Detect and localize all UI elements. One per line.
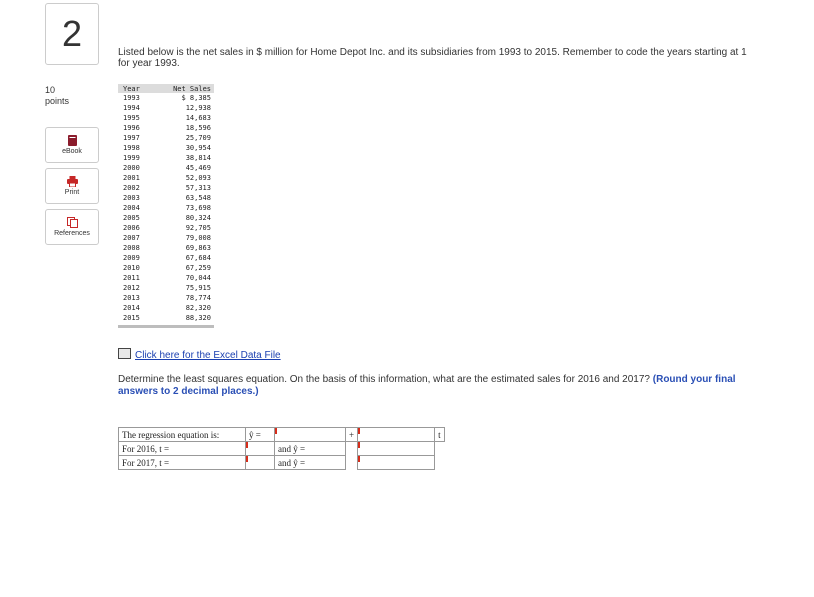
t-2017-label: For 2017, t = xyxy=(119,456,246,470)
table-row xyxy=(118,163,214,173)
table-row xyxy=(118,283,214,293)
table-row xyxy=(118,213,214,223)
slope-input[interactable] xyxy=(358,428,435,442)
table-row xyxy=(118,313,214,323)
net-sales-cell: 92,705 xyxy=(185,224,211,232)
table-row xyxy=(118,173,214,183)
points-box xyxy=(45,85,69,107)
table-row xyxy=(118,273,214,283)
year-cell: 2007 xyxy=(123,234,140,242)
table-row xyxy=(118,193,214,203)
table-row xyxy=(118,263,214,273)
table-row xyxy=(118,153,214,163)
ebook-label: eBook xyxy=(62,148,82,155)
sales-2017-input[interactable] xyxy=(358,456,435,470)
ebook-button[interactable] xyxy=(45,127,99,163)
year-cell: 2009 xyxy=(123,254,140,262)
plus-sign: + xyxy=(346,428,358,442)
printer-icon xyxy=(67,176,78,187)
net-sales-cell: 52,093 xyxy=(185,174,211,182)
year-cell: 1995 xyxy=(123,114,140,122)
net-sales-cell: 70,044 xyxy=(185,274,211,282)
table-row xyxy=(118,143,214,153)
net-sales-cell: 45,469 xyxy=(185,164,211,172)
net-sales-cell: 14,683 xyxy=(185,114,211,122)
table-row xyxy=(118,133,214,143)
net-sales-cell: 80,324 xyxy=(185,214,211,222)
net-sales-cell: 30,954 xyxy=(185,144,211,152)
table-row xyxy=(118,293,214,303)
answer-row-2017 xyxy=(119,456,445,470)
table-row xyxy=(118,223,214,233)
table-row xyxy=(118,103,214,113)
table-row xyxy=(118,113,214,123)
year-cell: 2013 xyxy=(123,294,140,302)
book-icon xyxy=(67,135,78,146)
table-row xyxy=(118,123,214,133)
table-row xyxy=(118,183,214,193)
table-row xyxy=(118,303,214,313)
year-cell: 2014 xyxy=(123,304,140,312)
year-cell: 2011 xyxy=(123,274,140,282)
question-body: Determine the least squares equation. On the basis of this information, what are the estimated sales for 2016 and 2017? xyxy=(118,374,650,385)
documents-icon xyxy=(67,217,78,228)
print-button[interactable] xyxy=(45,168,99,204)
excel-data-link[interactable] xyxy=(118,348,281,361)
rounding-hint: (Round your final answers to 2 decimal places.) xyxy=(118,374,736,397)
year-cell: 2003 xyxy=(123,194,140,202)
yhat-label: ŷ = xyxy=(246,428,275,442)
t-2016-label: For 2016, t = xyxy=(119,442,246,456)
regression-label: The regression equation is: xyxy=(119,428,246,442)
header-net-sales: Net Sales xyxy=(153,84,214,93)
table-row xyxy=(118,233,214,243)
answer-row-2016 xyxy=(119,442,445,456)
year-cell: 1999 xyxy=(123,154,140,162)
year-cell: 1993 xyxy=(123,94,140,102)
year-cell: 2006 xyxy=(123,224,140,232)
sales-2016-input[interactable] xyxy=(358,442,435,456)
print-label: Print xyxy=(64,189,80,196)
net-sales-cell: 69,863 xyxy=(185,244,211,252)
excel-link-text: Click here for the Excel Data File xyxy=(135,350,281,361)
answer-row-equation xyxy=(119,428,445,442)
year-cell: 1994 xyxy=(123,104,140,112)
net-sales-cell: 12,938 xyxy=(185,104,211,112)
year-cell: 2015 xyxy=(123,314,140,322)
net-sales-cell: 57,313 xyxy=(185,184,211,192)
t-2016-input[interactable] xyxy=(246,442,275,456)
question-text xyxy=(118,374,758,398)
spreadsheet-icon xyxy=(118,348,131,359)
points-value: 10 xyxy=(45,85,56,95)
and-yhat-2016: and ŷ = xyxy=(275,442,346,456)
net-sales-cell: 67,259 xyxy=(185,264,211,272)
table-row xyxy=(118,93,214,103)
net-sales-table xyxy=(118,84,214,328)
year-cell: 2002 xyxy=(123,184,140,192)
year-cell: 1996 xyxy=(123,124,140,132)
header-year: Year xyxy=(118,84,153,93)
question-number: 2 xyxy=(45,3,99,65)
year-cell: 1997 xyxy=(123,134,140,142)
answer-table xyxy=(118,427,445,470)
year-cell: 2012 xyxy=(123,284,140,292)
net-sales-cell: 73,698 xyxy=(185,204,211,212)
intercept-input[interactable] xyxy=(275,428,346,442)
net-sales-cell: 25,709 xyxy=(185,134,211,142)
t-variable: t xyxy=(435,428,445,442)
net-sales-cell: 63,548 xyxy=(185,194,211,202)
year-cell: 2008 xyxy=(123,244,140,252)
references-button[interactable] xyxy=(45,209,99,245)
year-cell: 2010 xyxy=(123,264,140,272)
t-2017-input[interactable] xyxy=(246,456,275,470)
net-sales-cell: 88,320 xyxy=(185,314,211,322)
year-cell: 2005 xyxy=(123,214,140,222)
year-cell: 2000 xyxy=(123,164,140,172)
year-cell: 1998 xyxy=(123,144,140,152)
and-yhat-2017: and ŷ = xyxy=(275,456,346,470)
references-label: References xyxy=(54,230,90,237)
net-sales-cell: 18,596 xyxy=(185,124,211,132)
net-sales-cell: $ 8,385 xyxy=(181,94,211,102)
table-row xyxy=(118,243,214,253)
year-cell: 2001 xyxy=(123,174,140,182)
net-sales-cell: 67,684 xyxy=(185,254,211,262)
net-sales-cell: 78,774 xyxy=(185,294,211,302)
table-row xyxy=(118,253,214,263)
points-label: points xyxy=(45,96,70,106)
table-row xyxy=(118,203,214,213)
net-sales-cell: 75,915 xyxy=(185,284,211,292)
net-sales-cell: 79,008 xyxy=(185,234,211,242)
intro-text: Listed below is the net sales in $ million for Home Depot Inc. and its subsidiaries from 1993 to 2015. Remember to code the years starting at 1 for year 1993. xyxy=(118,47,747,69)
net-sales-cell: 38,814 xyxy=(185,154,211,162)
net-sales-cell: 82,320 xyxy=(185,304,211,312)
year-cell: 2004 xyxy=(123,204,140,212)
